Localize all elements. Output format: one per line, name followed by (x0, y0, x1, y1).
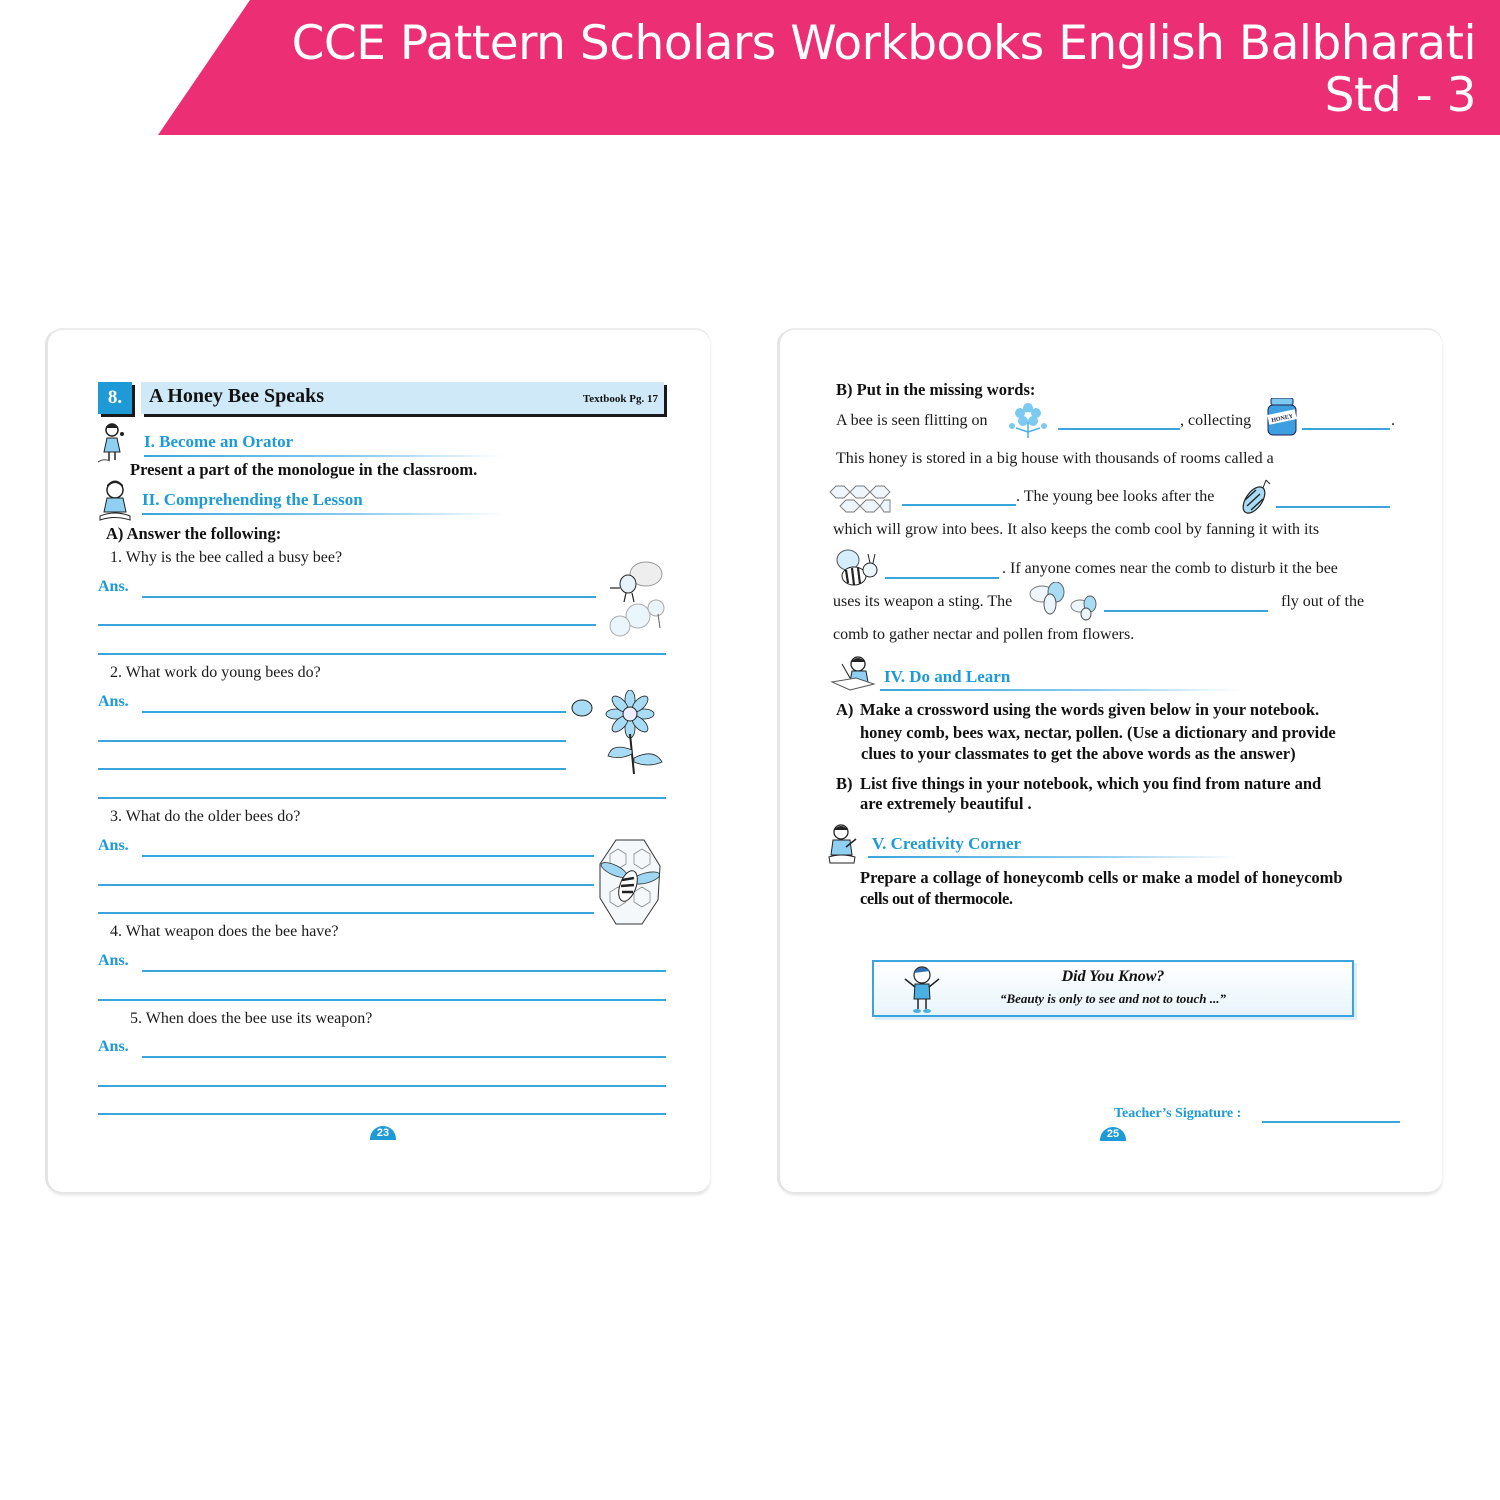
did-you-know-title: Did You Know? (1061, 968, 1165, 985)
answer-line-3-1[interactable] (142, 855, 594, 857)
honeycomb-icon (828, 482, 894, 518)
fill-text-1a: A bee is seen flitting on (836, 412, 988, 429)
answer-label: Ans. (98, 837, 129, 854)
bee-on-flowers-icon (598, 558, 668, 640)
section-heading-orator: I. Become an Orator (144, 432, 294, 451)
do-learn-item-b-line2: are extremely beautiful . (860, 794, 1032, 813)
do-learn-item-a-line1: Make a crossword using the words given below in your notebook. (860, 700, 1320, 719)
do-learn-item-a-line2: honey comb, bees wax, nectar, pollen. (Use a dictionary and provide (860, 723, 1336, 742)
did-you-know-box (872, 960, 1354, 1017)
fill-text-2: This honey is stored in a big house with thousands of rooms called a (836, 450, 1274, 467)
do-learn-item-b-line1: List five things in your notebook, which you find from nature and (860, 774, 1322, 793)
workbook-page-23 (48, 330, 710, 1192)
answer-line-2-3[interactable] (98, 768, 566, 770)
section-underline (880, 689, 1240, 691)
section-heading-comprehending: II. Comprehending the Lesson (142, 490, 363, 509)
question-4: 4. What weapon does the bee have? (110, 923, 339, 940)
answer-line-5-3[interactable] (98, 1113, 666, 1115)
answer-line-5-1[interactable] (142, 1056, 666, 1058)
answer-line-3-3[interactable] (98, 912, 594, 914)
workbook-page-25 (780, 330, 1442, 1192)
answer-line-5-2[interactable] (98, 1085, 666, 1087)
section-underline (868, 856, 1240, 858)
answer-line-4-2[interactable] (98, 999, 666, 1001)
answer-line-1-1[interactable] (142, 596, 596, 598)
creativity-line1: Prepare a collage of honeycomb cells or make a model of honeycomb (860, 868, 1343, 887)
teacher-signature-label: Teacher’s Signature : (1114, 1106, 1242, 1121)
section-underline (144, 455, 504, 457)
teacher-signature-line[interactable] (1262, 1121, 1400, 1123)
answer-line-2-1[interactable] (142, 711, 566, 713)
answer-line-2-2[interactable] (98, 740, 566, 742)
question-3: 3. What do the older bees do? (110, 808, 301, 825)
do-learn-item-a-label: A) (836, 700, 854, 719)
worker-bees-icon (1028, 582, 1100, 622)
answer-line-4-1[interactable] (142, 970, 666, 972)
did-you-know-quote: “Beauty is only to see and not to touch ...” (999, 991, 1227, 1006)
boy-writing-icon (830, 656, 876, 692)
banner-title-line1: CCE Pattern Scholars Workbooks English Balbharati (291, 16, 1476, 71)
larva-icon (1236, 476, 1276, 516)
do-learn-item-b-label: B) (836, 774, 853, 793)
blank-worker-bees[interactable] (1104, 610, 1268, 612)
textbook-reference: Textbook Pg. 17 (582, 393, 658, 405)
answer-line-2-4[interactable] (98, 797, 666, 799)
fill-text-6a: uses its weapon a sting. The (833, 593, 1013, 610)
page-number: 23 (370, 1126, 396, 1140)
answer-label: Ans. (98, 952, 129, 969)
blank-honey[interactable] (1302, 428, 1390, 430)
question-1: 1. Why is the bee called a busy bee? (110, 549, 343, 566)
boy-crafting-icon (828, 823, 858, 865)
section-heading-creativity-corner: V. Creativity Corner (872, 834, 1022, 853)
fill-text-4: which will grow into bees. It also keeps the comb cool by fanning it with its (833, 521, 1320, 538)
honey-jar-icon (1266, 398, 1298, 436)
page-number: 25 (1100, 1127, 1126, 1141)
honey-label: HONEY (1271, 413, 1294, 425)
question-5: 5. When does the bee use its weapon? (130, 1010, 373, 1027)
fill-text-3: . The young bee looks after the (1016, 488, 1215, 505)
blank-flowers[interactable] (1058, 428, 1180, 430)
boy-reading-icon (98, 480, 132, 522)
answer-line-1-3[interactable] (98, 653, 666, 655)
chapter-header (141, 382, 664, 414)
blank-wings[interactable] (885, 577, 999, 579)
answer-line-3-2[interactable] (98, 884, 594, 886)
section-heading-do-and-learn: IV. Do and Learn (884, 667, 1011, 686)
banner-title (216, 18, 1476, 122)
chapter-number: 8. (98, 382, 132, 414)
chapter-title: A Honey Bee Speaks (149, 385, 325, 407)
blank-larva[interactable] (1276, 506, 1390, 508)
do-learn-item-a-line3: clues to your classmates to get the above words as the answer) (861, 744, 1296, 763)
answer-label: Ans. (98, 693, 129, 710)
bee-wings-icon (834, 548, 882, 588)
fill-text-1c: . (1391, 412, 1395, 429)
blank-honeycomb[interactable] (902, 504, 1016, 506)
answer-following-heading: A) Answer the following: (106, 524, 282, 543)
bee-sunflower-icon (568, 690, 668, 776)
girl-speaking-mic-icon (98, 422, 130, 464)
answer-label: Ans. (98, 1038, 129, 1055)
answer-line-1-2[interactable] (98, 624, 596, 626)
flower-icon (1006, 402, 1050, 438)
question-2: 2. What work do young bees do? (110, 664, 321, 681)
missing-words-heading: B) Put in the missing words: (836, 380, 1036, 399)
banner-title-line2: Std - 3 (1324, 68, 1476, 123)
fill-text-7: comb to gather nectar and pollen from flowers. (833, 626, 1135, 643)
bee-honeycomb-icon (596, 836, 664, 926)
section-underline (142, 513, 504, 515)
answer-label: Ans. (98, 578, 129, 595)
orator-instruction: Present a part of the monologue in the classroom. (130, 460, 478, 479)
fill-text-6b: fly out of the (1281, 593, 1365, 610)
fill-text-5: . If anyone comes near the comb to disturb it the bee (1002, 560, 1338, 577)
creativity-line2: cells out of thermocole. (860, 889, 1013, 908)
fill-text-1b: , collecting (1180, 412, 1252, 429)
